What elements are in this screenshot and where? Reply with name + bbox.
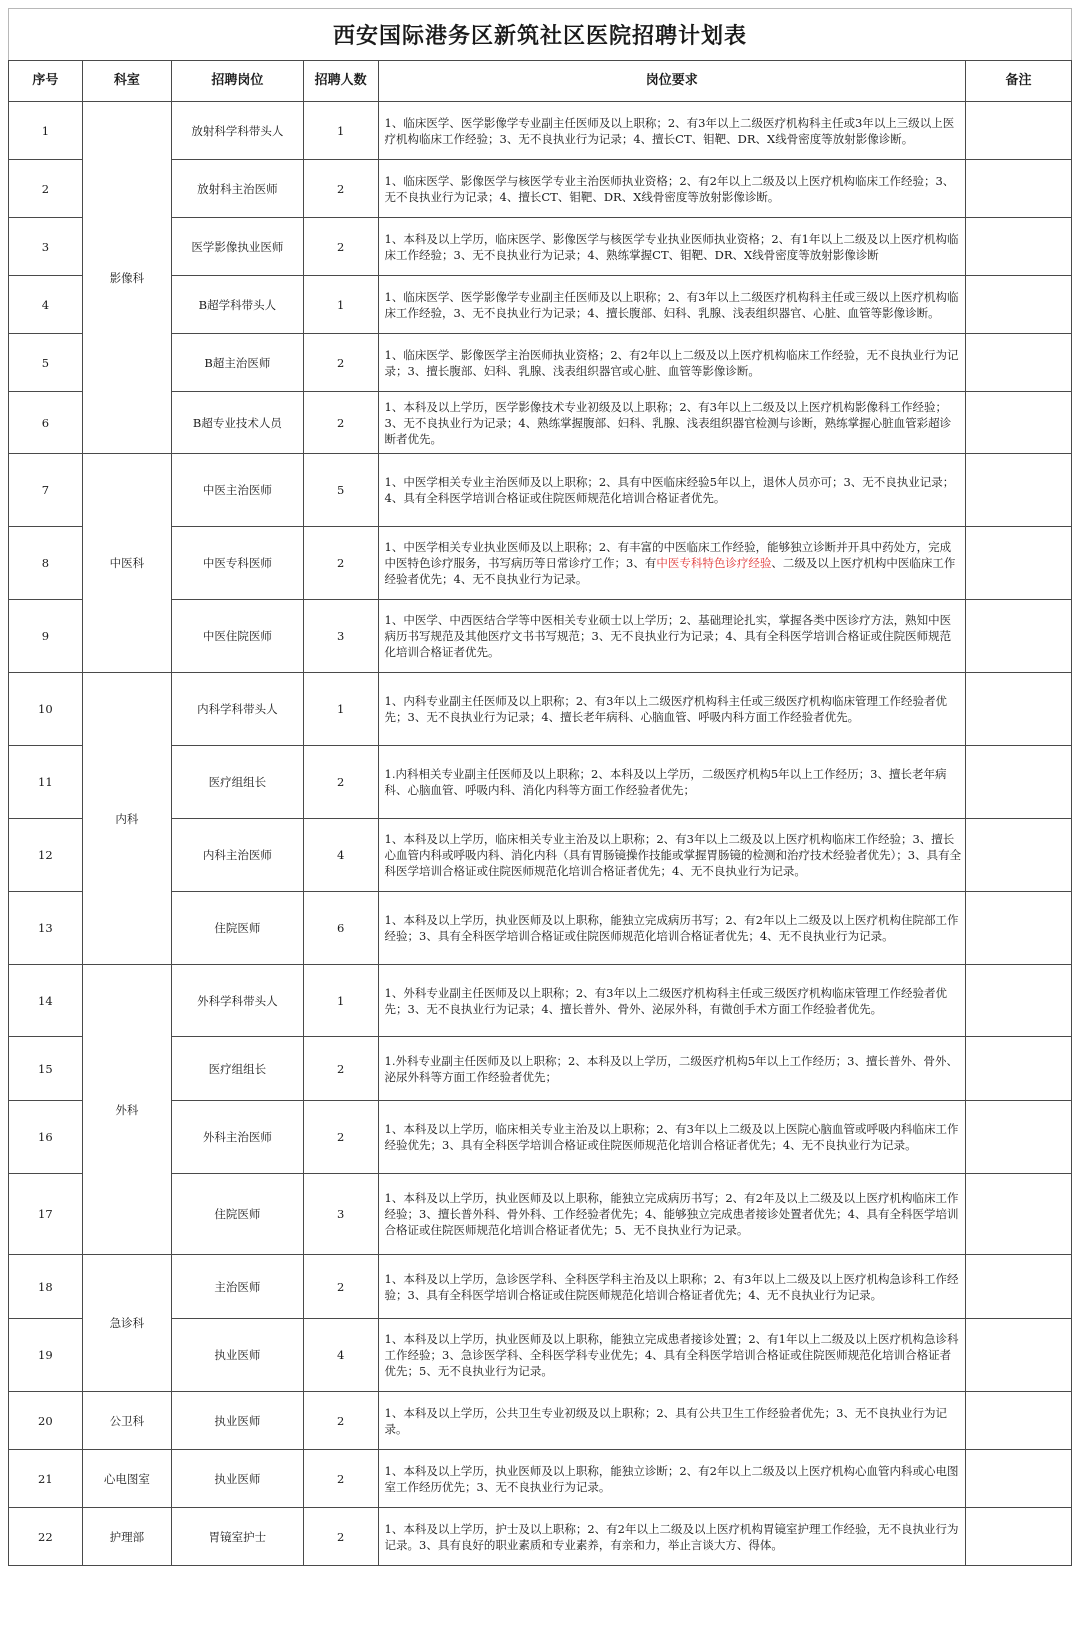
- row-requirements: 1、临床医学、医学影像学专业副主任医师及以上职称；2、有3年以上二级医疗机构科主任或三级以上医疗机构临床工作经验，3、无不良执业行为记录；4、擅长腹部、妇科、乳腺、浅表组织器官、心脏、血管等影像诊断。: [378, 276, 966, 334]
- table-row: [9, 102, 1072, 160]
- row-position: 医疗组组长: [171, 1037, 303, 1101]
- row-remark: [966, 1037, 1072, 1101]
- table-row: [9, 1392, 1072, 1450]
- row-no: 5: [9, 334, 83, 392]
- row-count: 2: [303, 1255, 378, 1319]
- row-position: 执业医师: [171, 1450, 303, 1508]
- row-requirements: 1、本科及以上学历，执业医师及以上职称，能独立完成病历书写；2、有2年及以上二级及以上医疗机构临床工作经验；3、擅长普外科、骨外科、工作经验者优先；4、能够独立完成患者接诊处置者优先；4、具有全科医学培训合格证或住院医师规范化培训合格证者优先；5、无不良执业行为记录。: [378, 1174, 966, 1255]
- row-position: 执业医师: [171, 1319, 303, 1392]
- row-requirements: 1、内科专业副主任医师及以上职称；2、有3年以上二级医疗机构科主任或三级医疗机构临床管理工作经验者优先；3、无不良执业行为记录；4、擅长老年病科、心脑血管、呼吸内科方面工作经验者优先。: [378, 673, 966, 746]
- row-no: 17: [9, 1174, 83, 1255]
- row-requirements: 1、本科及以上学历，公共卫生专业初级及以上职称；2、具有公共卫生工作经验者优先；3、无不良执业行为记录。: [378, 1392, 966, 1450]
- row-count: 2: [303, 1508, 378, 1566]
- row-no: 21: [9, 1450, 83, 1508]
- row-position: 中医专科医师: [171, 527, 303, 600]
- row-count: 1: [303, 965, 378, 1037]
- row-no: 16: [9, 1101, 83, 1174]
- row-no: 15: [9, 1037, 83, 1101]
- row-no: 2: [9, 160, 83, 218]
- header-row: [9, 61, 1072, 102]
- header-dept: 科室: [82, 61, 171, 102]
- page-title: 西安国际港务区新筑社区医院招聘计划表: [332, 24, 747, 49]
- row-remark: [966, 1450, 1072, 1508]
- table-row: [9, 1450, 1072, 1508]
- row-count: 2: [303, 392, 378, 454]
- row-count: 6: [303, 892, 378, 965]
- row-position: B超主治医师: [171, 334, 303, 392]
- row-requirements: 1.内科相关专业副主任医师及以上职称；2、本科及以上学历，二级医疗机构5年以上工作经历；3、擅长老年病科、心脑血管、呼吸内科、消化内科等方面工作经验者优先；: [378, 746, 966, 819]
- row-requirements: 1、中医学相关专业主治医师及以上职称；2、具有中医临床经验5年以上，退休人员亦可；3、无不良执业记录；4、具有全科医学培训合格证或住院医师规范化培训合格证者优先。: [378, 454, 966, 527]
- row-remark: [966, 102, 1072, 160]
- row-count: 2: [303, 1037, 378, 1101]
- row-requirements: 1、外科专业副主任医师及以上职称；2、有3年以上二级医疗机构科主任或三级医疗机构临床管理工作经验者优先；3、无不良执业行为记录；4、擅长普外、骨外、泌尿外科，有微创手术方面工作经验者优先。: [378, 965, 966, 1037]
- row-remark: [966, 218, 1072, 276]
- row-remark: [966, 673, 1072, 746]
- row-no: 11: [9, 746, 83, 819]
- row-count: 2: [303, 334, 378, 392]
- row-position: B超学科带头人: [171, 276, 303, 334]
- row-remark: [966, 1508, 1072, 1566]
- row-no: 6: [9, 392, 83, 454]
- table-row: [9, 673, 1072, 746]
- row-no: 18: [9, 1255, 83, 1319]
- row-count: 2: [303, 160, 378, 218]
- row-position: 中医主治医师: [171, 454, 303, 527]
- row-remark: [966, 1101, 1072, 1174]
- row-count: 2: [303, 746, 378, 819]
- row-count: 2: [303, 1392, 378, 1450]
- row-remark: [966, 1255, 1072, 1319]
- row-position: 住院医师: [171, 892, 303, 965]
- row-count: 2: [303, 527, 378, 600]
- row-no: 14: [9, 965, 83, 1037]
- row-remark: [966, 819, 1072, 892]
- row-count: 4: [303, 1319, 378, 1392]
- dept-imaging: 影像科: [82, 102, 171, 454]
- row-position: 外科主治医师: [171, 1101, 303, 1174]
- row-no: 4: [9, 276, 83, 334]
- row-no: 3: [9, 218, 83, 276]
- header-position: 招聘岗位: [171, 61, 303, 102]
- table-row: [9, 965, 1072, 1037]
- row-requirements: 1、本科及以上学历，临床相关专业主治及以上职称；2、有3年以上二级及以上医院心脑血管或呼吸内科临床工作经验优先；3、具有全科医学培训合格证或住院医师规范化培训合格证者优先；4、无不良执业行为记录。: [378, 1101, 966, 1174]
- row-no: 10: [9, 673, 83, 746]
- row-requirements: 1、本科及以上学历，执业医师及以上职称，能独立完成病历书写；2、有2年以上二级及以上医疗机构住院部工作经验；3、具有全科医学培训合格证或住院医师规范化培训合格证者优先；4、无不良执业行为记录。: [378, 892, 966, 965]
- row-remark: [966, 527, 1072, 600]
- row-position: 中医住院医师: [171, 600, 303, 673]
- row-count: 3: [303, 600, 378, 673]
- row-requirements: 1、临床医学、医学影像学专业副主任医师及以上职称；2、有3年以上二级医疗机构科主任或3年以上三级以上医疗机构临床工作经验；3、无不良执业行为记录；4、擅长CT、钼靶、DR、X线骨密度等放射影像诊断。: [378, 102, 966, 160]
- dept-surgery: 外科: [82, 965, 171, 1255]
- row-requirements: 1.外科专业副主任医师及以上职称；2、本科及以上学历，二级医疗机构5年以上工作经历；3、擅长普外、骨外、泌尿外科等方面工作经验者优先；: [378, 1037, 966, 1101]
- row-remark: [966, 1392, 1072, 1450]
- recruitment-table: [8, 60, 1072, 1566]
- row-requirements: 1、临床医学、影像医学与核医学专业主治医师执业资格；2、有2年以上二级及以上医疗机构临床工作经验；3、无不良执业行为记录；4、擅长CT、钼靶、DR、X线骨密度等放射影像诊断。: [378, 160, 966, 218]
- row-no: 12: [9, 819, 83, 892]
- row-no: 20: [9, 1392, 83, 1450]
- row-position: 内科学科带头人: [171, 673, 303, 746]
- header-count: 招聘人数: [303, 61, 378, 102]
- dept-ecg: 心电图室: [82, 1450, 171, 1508]
- row-count: 1: [303, 673, 378, 746]
- recruitment-sheet: [8, 8, 1072, 1566]
- row-position: B超专业技术人员: [171, 392, 303, 454]
- req-highlight: 中医专科特色诊疗经验: [656, 556, 772, 570]
- row-no: 1: [9, 102, 83, 160]
- row-position: 医疗组组长: [171, 746, 303, 819]
- row-remark: [966, 965, 1072, 1037]
- header-no: 序号: [9, 61, 83, 102]
- req-text-a: 1、中医学相关专业执业医师及以上职称；2、有丰富的中医临床工作经验，能够独立诊断并开具中药处方，完成中医特色诊疗服务，书写病历等日常诊疗工作；3、有: [384, 540, 952, 570]
- dept-emergency: 急诊科: [82, 1255, 171, 1392]
- row-requirements: 1、中医学、中西医结合学等中医相关专业硕士以上学历；2、基础理论扎实，掌握各类中医诊疗方法，熟知中医病历书写规范及其他医疗文书书写规范；3、无不良执业行为记录；4、具有全科医学培训合格证或住院医师规范化培训合格证者优先。: [378, 600, 966, 673]
- row-count: 4: [303, 819, 378, 892]
- row-remark: [966, 892, 1072, 965]
- row-position: 医学影像执业医师: [171, 218, 303, 276]
- req-text-b: 、二级及以上医疗机构中医临床工作经验者优先；4、无不良执业行为记录。: [384, 556, 956, 586]
- row-remark: [966, 334, 1072, 392]
- table-row: [9, 1508, 1072, 1566]
- dept-publichealth: 公卫科: [82, 1392, 171, 1450]
- row-count: 2: [303, 1101, 378, 1174]
- row-no: 8: [9, 527, 83, 600]
- dept-tcm: 中医科: [82, 454, 171, 673]
- row-requirements: 1、临床医学、影像医学主治医师执业资格；2、有2年以上二级及以上医疗机构临床工作经验，无不良执业行为记录；3、擅长腹部、妇科、乳腺、浅表组织器官或心脏、血管等影像诊断。: [378, 334, 966, 392]
- header-remark: 备注: [966, 61, 1072, 102]
- row-position: 放射科学科带头人: [171, 102, 303, 160]
- dept-nursing: 护理部: [82, 1508, 171, 1566]
- row-count: 1: [303, 102, 378, 160]
- row-requirements: 1、本科及以上学历，执业医师及以上职称，能独立完成患者接诊处置；2、有1年以上二级及以上医疗机构急诊科工作经验；3、急诊医学科、全科医学科专业优先；4、具有全科医学培训合格证或住院医师规范化培训合格证者优先；5、无不良执业行为记录。: [378, 1319, 966, 1392]
- row-requirements: 1、本科及以上学历，临床相关专业主治及以上职称；2、有3年以上二级及以上医疗机构临床工作经验；3、擅长心血管内科或呼吸内科、消化内科（具有胃肠镜操作技能或掌握胃肠镜的检测和治疗技术经验者优先）；3、具有全科医学培训合格证或住院医师规范化培训合格证者优先；4、无不良执业行为记录。: [378, 819, 966, 892]
- row-remark: [966, 392, 1072, 454]
- row-remark: [966, 600, 1072, 673]
- row-requirements: 1、本科及以上学历，医学影像技术专业初级及以上职称；2、有3年以上二级及以上医疗机构影像科工作经验；3、无不良执业行为记录；4、熟练掌握腹部、妇科、乳腺、浅表组织器官检测与诊断，熟练掌握心脏血管彩超诊断者优先。: [378, 392, 966, 454]
- row-position: 胃镜室护士: [171, 1508, 303, 1566]
- row-no: 7: [9, 454, 83, 527]
- table-row: [9, 1255, 1072, 1319]
- row-position: 住院医师: [171, 1174, 303, 1255]
- header-requirements: 岗位要求: [378, 61, 966, 102]
- row-no: 22: [9, 1508, 83, 1566]
- title-bar: [8, 8, 1072, 60]
- row-remark: [966, 1319, 1072, 1392]
- row-no: 9: [9, 600, 83, 673]
- table-row: [9, 454, 1072, 527]
- row-requirements: 1、本科及以上学历，临床医学、影像医学与核医学专业执业医师执业资格；2、有1年以上二级及以上医疗机构临床工作经验；3、无不良执业行为记录；4、熟练掌握CT、钼靶、DR、X线骨密度等放射影像诊断: [378, 218, 966, 276]
- row-no: 19: [9, 1319, 83, 1392]
- row-no: 13: [9, 892, 83, 965]
- row-remark: [966, 746, 1072, 819]
- row-count: 5: [303, 454, 378, 527]
- dept-internal: 内科: [82, 673, 171, 965]
- row-count: 2: [303, 218, 378, 276]
- row-count: 1: [303, 276, 378, 334]
- row-remark: [966, 454, 1072, 527]
- row-requirements: 1、本科及以上学历，护士及以上职称；2、有2年以上二级及以上医疗机构胃镜室护理工作经验，无不良执业行为记录。3、具有良好的职业素质和专业素养，有亲和力，举止言谈大方、得体。: [378, 1508, 966, 1566]
- row-position: 外科学科带头人: [171, 965, 303, 1037]
- row-position: 内科主治医师: [171, 819, 303, 892]
- row-requirements: [378, 527, 966, 600]
- row-remark: [966, 1174, 1072, 1255]
- row-requirements: 1、本科及以上学历，执业医师及以上职称，能独立诊断；2、有2年以上二级及以上医疗机构心血管内科或心电图室工作经历优先；3、无不良执业行为记录。: [378, 1450, 966, 1508]
- row-remark: [966, 160, 1072, 218]
- row-requirements: 1、本科及以上学历，急诊医学科、全科医学科主治及以上职称；2、有3年以上二级及以上医疗机构急诊科工作经验；3、具有全科医学培训合格证或住院医师规范化培训合格证者优先；4、无不良执业行为记录。: [378, 1255, 966, 1319]
- row-position: 主治医师: [171, 1255, 303, 1319]
- row-position: 执业医师: [171, 1392, 303, 1450]
- row-count: 2: [303, 1450, 378, 1508]
- row-count: 3: [303, 1174, 378, 1255]
- row-position: 放射科主治医师: [171, 160, 303, 218]
- row-remark: [966, 276, 1072, 334]
